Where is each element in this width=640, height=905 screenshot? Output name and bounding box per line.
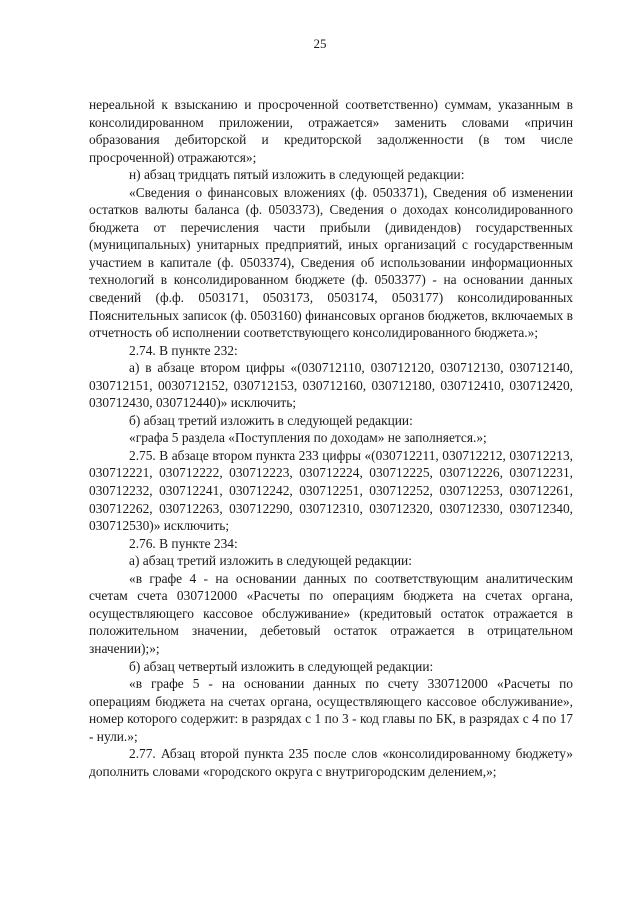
paragraph-item-n: н) абзац тридцать пятый изложить в следующей редакции:	[129, 167, 465, 183]
document-body	[89, 96, 573, 780]
paragraph-2-74: 2.74. В пункте 232:	[129, 342, 238, 358]
paragraph-2-76-b: б) абзац четвертый изложить в следующей редакции:	[129, 658, 434, 674]
paragraph-quoted-grafa-5-data: «в графе 5 - на основании данных по счету 330712000 «Расчеты по операциям бюджета на счетах органа, осуществляющего кассовое обслуживание», номер которого содержит: в разрядах с 1 по 3 - код главы по БК, в разрядах с 4 по 17 - нули.»;	[89, 676, 573, 744]
paragraph-2-76: 2.76. В пункте 234:	[129, 535, 238, 551]
paragraph-2-77: 2.77. Абзац второй пункта 235 после слов «консолидированному бюджету» дополнить словами «городского округа с внутригородским делением,»;	[89, 746, 573, 779]
paragraph-quoted-svedeniya: «Сведения о финансовых вложениях (ф. 0503371), Сведения об изменении остатков валюты баланса (ф. 0503373), Сведения о доходах консолидированного бюджета от перечисления части прибыли (дивидендов) государственных (муниципальных) унитарных предприятий, иных организаций с государственным участием в капитале (ф. 0503374), Сведения об использовании информационных технологий в консолидированном бюджете (ф. 0503377) - на основании данных сведений (ф.ф. 0503171, 0503173, 0503174, 0503177) консолидированных Пояснительных записок (ф. 0503160) финансовых органов бюджетов, включаемых в отчетность об исполнении соответствующего консолидированного бюджета.»;	[89, 184, 573, 341]
paragraph-continuation: нереальной к взысканию и просроченной соответственно) суммам, указанным в консолидированном приложении, отражается» заменить словами «причин образования дебиторской и кредиторской задолженности (в том числе просроченной) отражаются»;	[89, 97, 573, 165]
page-number: 25	[313, 36, 327, 51]
paragraph-quoted-grafa-5: «графа 5 раздела «Поступления по доходам» не заполняется.»;	[129, 430, 487, 446]
paragraph-2-75: 2.75. В абзаце втором пункта 233 цифры «(030712211, 030712212, 030712213, 030712221, 030712222, 030712223, 030712224, 030712225, 030712226, 030712231, 030712232, 030712241, 030712242, 030712251, 030712252, 030712253, 030712261, 030712262, 030712263, 030712290, 030712310, 030712320, 030712330, 030712340, 030712530)» исключить;	[89, 447, 573, 534]
paragraph-2-76-a: а) абзац третий изложить в следующей редакции:	[129, 553, 412, 569]
paragraph-2-74-a: а) в абзаце втором цифры «(030712110, 030712120, 030712130, 030712140, 030712151, 0030712152, 030712153, 030712160, 030712180, 030712410, 030712420, 030712430, 030712440)» исключить;	[89, 360, 573, 411]
paragraph-quoted-grafa-4: «в графе 4 - на основании данных по соответствующим аналитическим счетам счета 030712000 «Расчеты по операциям бюджета на счетах органа, осуществляющего кассовое обслуживание» (кредитовый остаток отражается в положительном значении, дебетовый остаток отражается в отрицательном значении);»;	[89, 570, 573, 656]
paragraph-2-74-b: б) абзац третий изложить в следующей редакции:	[129, 412, 413, 428]
